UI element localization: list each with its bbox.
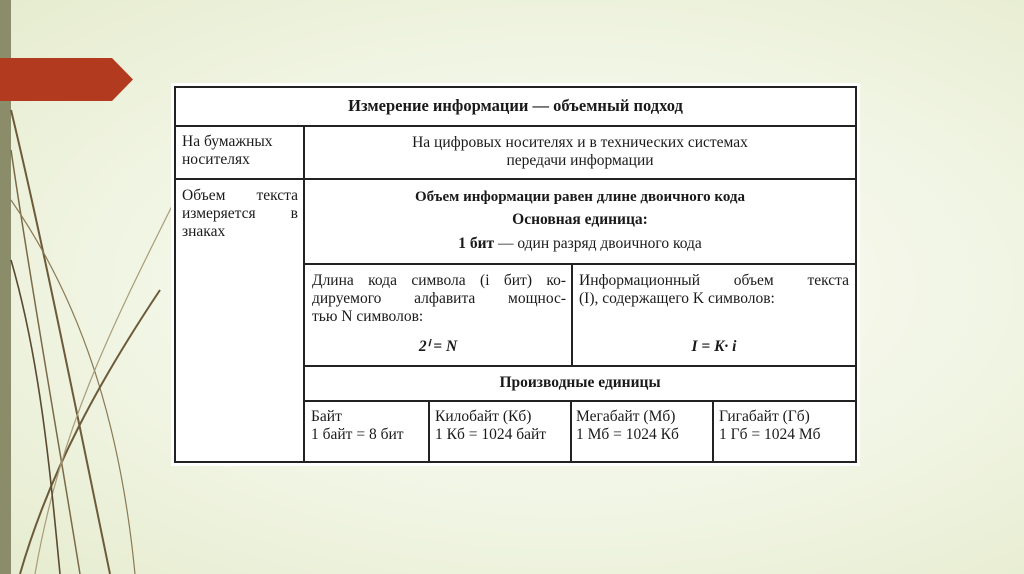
- column-divider: [428, 400, 430, 461]
- info-measure-table: [174, 86, 857, 463]
- column-divider: [570, 400, 572, 461]
- bit-term: 1 бит: [458, 235, 495, 252]
- unit-name: Байт: [311, 408, 342, 425]
- unit-name: Килобайт (Кб): [435, 408, 532, 425]
- bit-description: — один разряд двоичного кода: [494, 235, 702, 252]
- unit-equation: 1 Гб = 1024 Мб: [719, 426, 821, 443]
- digital-media-header: На цифровых носителях и в технических системах передачи информации: [412, 134, 748, 169]
- table-title: Измерение информации — объемный подход: [348, 96, 683, 115]
- row-divider: [176, 125, 855, 127]
- row-divider: [305, 365, 855, 367]
- code-length-text: Длина кода символа (i бит) ко- дируемого алфавита мощнос- тью N символов:: [312, 272, 566, 325]
- paper-media-header: На бумажных носителях: [182, 133, 273, 168]
- unit-equation: 1 Кб = 1024 байт: [435, 426, 547, 443]
- unit-equation: 1 байт = 8 бит: [311, 426, 404, 443]
- row-divider: [305, 400, 855, 402]
- base-unit-label: Основная единица:: [512, 211, 648, 228]
- unit-name: Гигабайт (Гб): [719, 408, 810, 425]
- red-arrow-tag: [0, 58, 133, 101]
- row-divider: [176, 178, 855, 180]
- derived-units-title: Производные единицы: [499, 374, 661, 391]
- unit-name: Мегабайт (Мб): [576, 408, 676, 425]
- volume-rule: Объем информации равен длине двоичного кода: [414, 189, 746, 205]
- info-measure-table-card: [171, 83, 860, 466]
- unit-gigabyte: [719, 408, 853, 444]
- unit-equation: 1 Мб = 1024 Кб: [576, 426, 679, 443]
- unit-kilobyte: [435, 408, 569, 444]
- unit-megabyte: [576, 408, 710, 444]
- paper-volume-text: Объем текста измеряется в знаках: [182, 187, 298, 240]
- unit-byte: [311, 408, 426, 444]
- row-divider: [305, 263, 855, 265]
- column-divider: [303, 125, 305, 461]
- code-length-formula: 2ⁱ = N: [418, 338, 458, 355]
- info-volume-formula: I = K· i: [691, 338, 737, 355]
- info-volume-text: Информационный объем текста (I), содержащего K символов:: [579, 272, 849, 307]
- column-divider: [712, 400, 714, 461]
- bit-definition: [305, 235, 855, 253]
